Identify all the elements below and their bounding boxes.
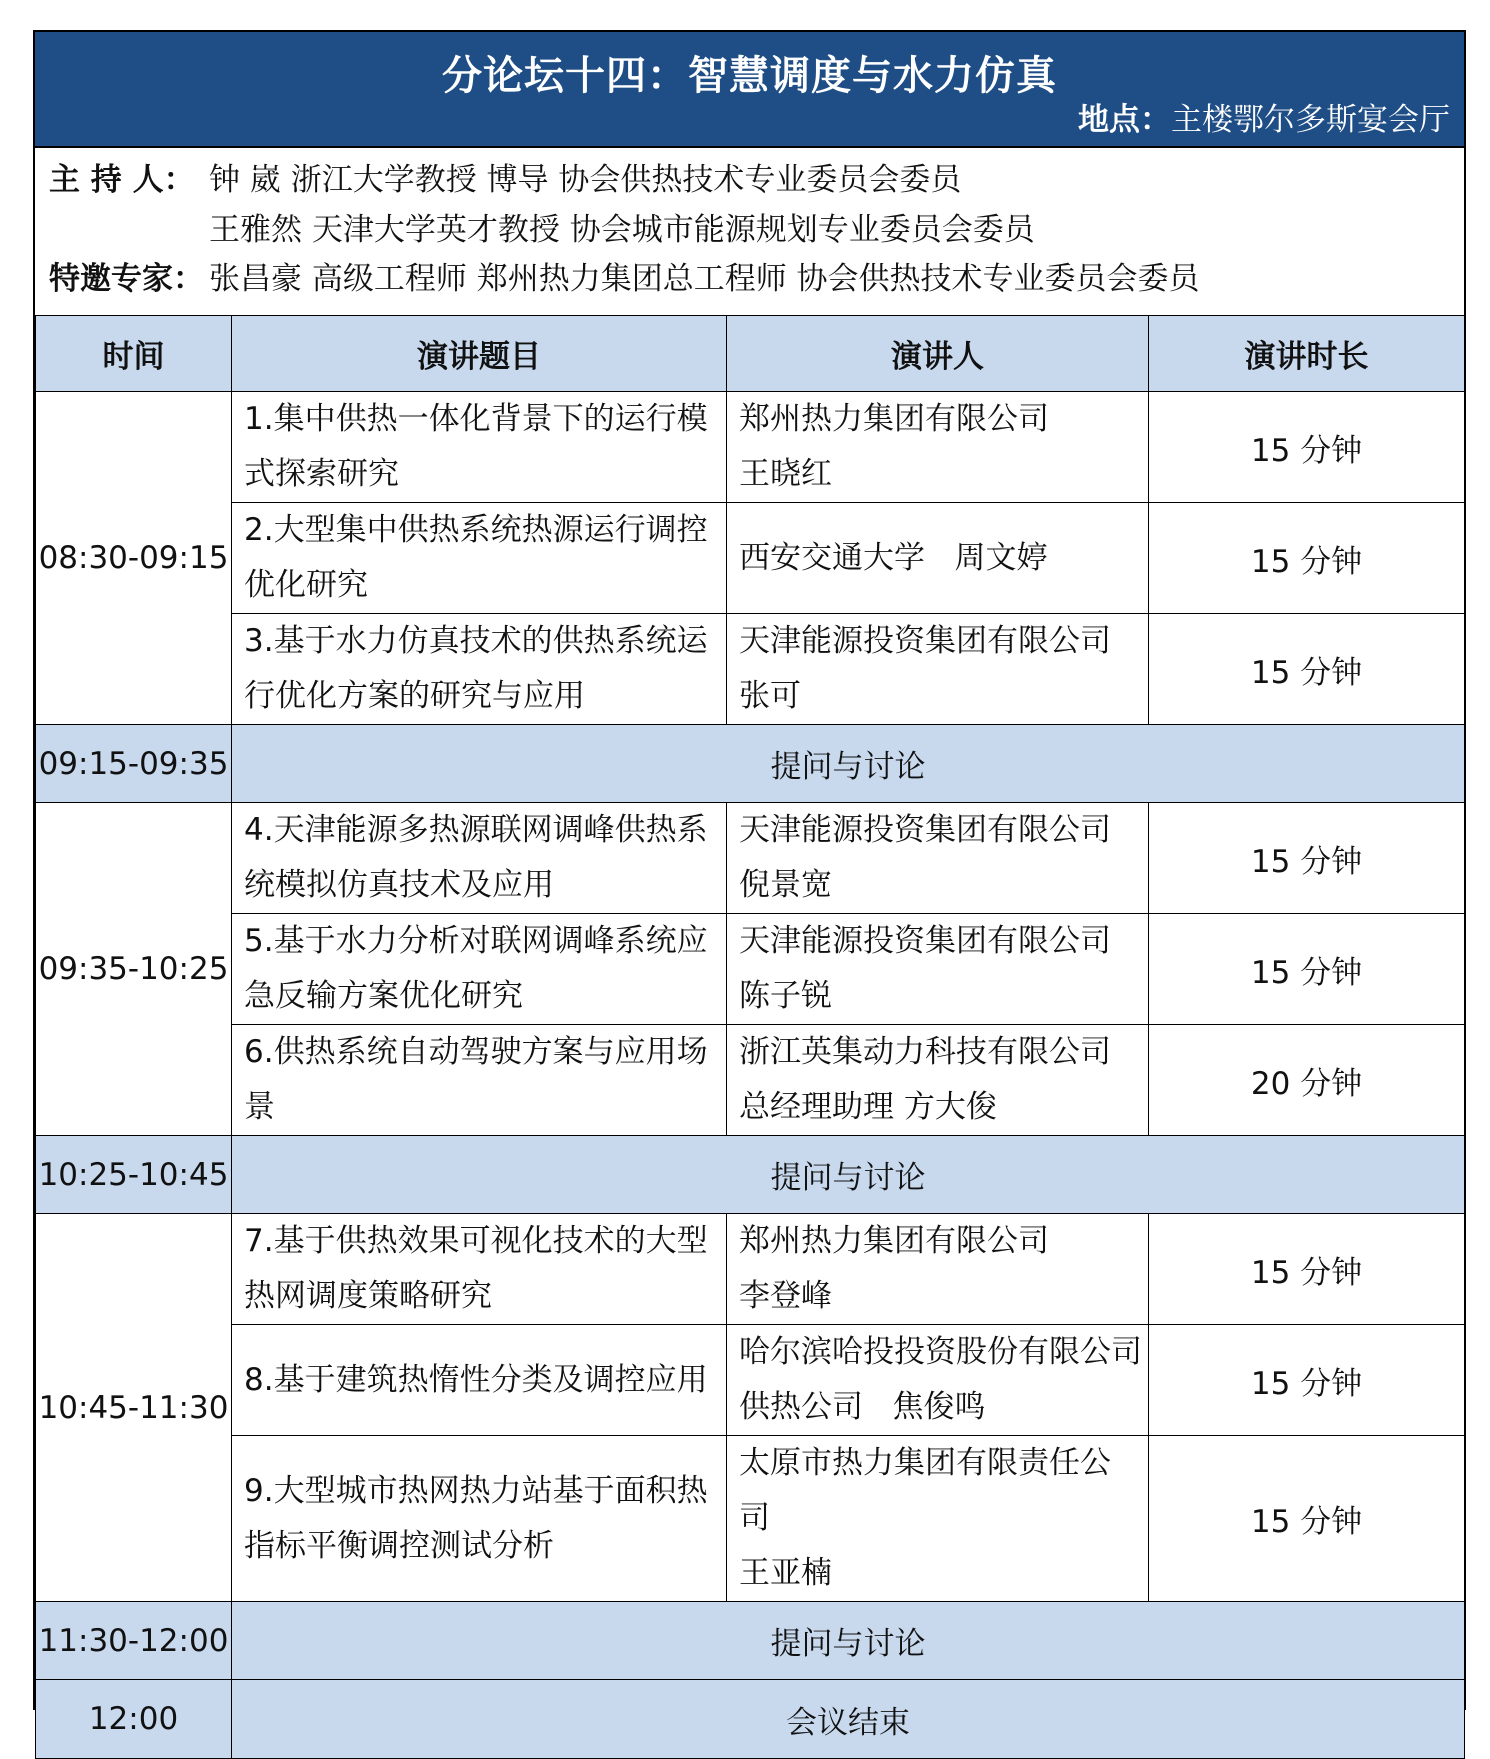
title-bar	[35, 32, 1464, 146]
talk-speaker: 哈尔滨哈投投资股份有限公司 供热公司 焦俊鸣	[727, 1325, 1149, 1436]
talk-speaker: 西安交通大学 周文婷	[727, 503, 1149, 614]
talk-duration: 15 分钟	[1149, 392, 1465, 503]
table-row	[36, 1214, 1465, 1325]
table-row	[36, 614, 1465, 725]
expert: 张昌豪 高级工程师 郑州热力集团总工程师 协会供热技术专业委员会委员	[209, 261, 1200, 297]
talk-topic: 2.大型集中供热系统热源运行调控优化研究	[232, 503, 727, 614]
break-time: 10:25-10:45	[36, 1136, 232, 1214]
talk-topic: 8.基于建筑热惰性分类及调控应用	[232, 1325, 727, 1436]
end-label: 会议结束	[232, 1680, 1465, 1759]
talk-speaker: 天津能源投资集团有限公司 陈子锐	[727, 914, 1149, 1025]
session-time: 08:30-09:15	[36, 392, 232, 725]
talk-speaker: 郑州热力集团有限公司 王晓红	[727, 392, 1149, 503]
talk-speaker: 郑州热力集团有限公司 李登峰	[727, 1214, 1149, 1325]
location-label: 地点：	[1078, 102, 1171, 138]
talk-topic: 9.大型城市热网热力站基于面积热指标平衡调控测试分析	[232, 1436, 727, 1602]
host-line-1	[49, 154, 961, 199]
end-row	[36, 1680, 1465, 1759]
agenda-table	[35, 315, 1465, 1759]
table-row	[36, 914, 1465, 1025]
location-value: 主楼鄂尔多斯宴会厅	[1171, 102, 1450, 138]
expert-label: 特邀专家：	[49, 261, 204, 297]
break-time: 11:30-12:00	[36, 1602, 232, 1680]
table-header-row	[36, 316, 1465, 392]
page-title: 分论坛十四：智慧调度与水力仿真	[442, 53, 1057, 99]
talk-duration: 15 分钟	[1149, 614, 1465, 725]
break-label: 提问与讨论	[232, 1136, 1465, 1214]
host-line-2	[49, 204, 1035, 249]
talk-duration: 15 分钟	[1149, 914, 1465, 1025]
talk-duration: 15 分钟	[1149, 803, 1465, 914]
location	[1078, 94, 1450, 139]
talk-duration: 15 分钟	[1149, 503, 1465, 614]
agenda-frame	[33, 30, 1466, 1741]
break-row	[36, 725, 1465, 803]
talk-duration: 20 分钟	[1149, 1025, 1465, 1136]
talk-speaker: 浙江英集动力科技有限公司总经理助理 方大俊	[727, 1025, 1149, 1136]
header-duration: 演讲时长	[1149, 316, 1465, 392]
table-row	[36, 1436, 1465, 1602]
host-label: 主 持 人：	[49, 162, 195, 198]
header-topic: 演讲题目	[232, 316, 727, 392]
header-speaker: 演讲人	[727, 316, 1149, 392]
talk-speaker: 天津能源投资集团有限公司 张可	[727, 614, 1149, 725]
table-row	[36, 503, 1465, 614]
table-row	[36, 1025, 1465, 1136]
talk-duration: 15 分钟	[1149, 1325, 1465, 1436]
session-time: 10:45-11:30	[36, 1214, 232, 1602]
end-time: 12:00	[36, 1680, 232, 1759]
talk-duration: 15 分钟	[1149, 1214, 1465, 1325]
talk-speaker: 天津能源投资集团有限公司 倪景宽	[727, 803, 1149, 914]
talk-topic: 4.天津能源多热源联网调峰供热系统模拟仿真技术及应用	[232, 803, 727, 914]
talk-topic: 5.基于水力分析对联网调峰系统应急反输方案优化研究	[232, 914, 727, 1025]
talk-speaker: 太原市热力集团有限责任公司 王亚楠	[727, 1436, 1149, 1602]
talk-topic: 3.基于水力仿真技术的供热系统运行优化方案的研究与应用	[232, 614, 727, 725]
table-row	[36, 1325, 1465, 1436]
talk-topic: 7.基于供热效果可视化技术的大型热网调度策略研究	[232, 1214, 727, 1325]
break-row	[36, 1136, 1465, 1214]
host-2: 王雅然 天津大学英才教授 协会城市能源规划专业委员会委员	[209, 212, 1035, 248]
hosts-section	[35, 146, 1464, 315]
break-label: 提问与讨论	[232, 725, 1465, 803]
break-time: 09:15-09:35	[36, 725, 232, 803]
break-row	[36, 1602, 1465, 1680]
header-time: 时间	[36, 316, 232, 392]
talk-topic: 6.供热系统自动驾驶方案与应用场景	[232, 1025, 727, 1136]
talk-duration: 15 分钟	[1149, 1436, 1465, 1602]
expert-line	[49, 253, 1200, 298]
host-1: 钟 崴 浙江大学教授 博导 协会供热技术专业委员会委员	[209, 162, 962, 198]
break-label: 提问与讨论	[232, 1602, 1465, 1680]
table-row	[36, 392, 1465, 503]
session-time: 09:35-10:25	[36, 803, 232, 1136]
table-row	[36, 803, 1465, 914]
talk-topic: 1.集中供热一体化背景下的运行模式探索研究	[232, 392, 727, 503]
